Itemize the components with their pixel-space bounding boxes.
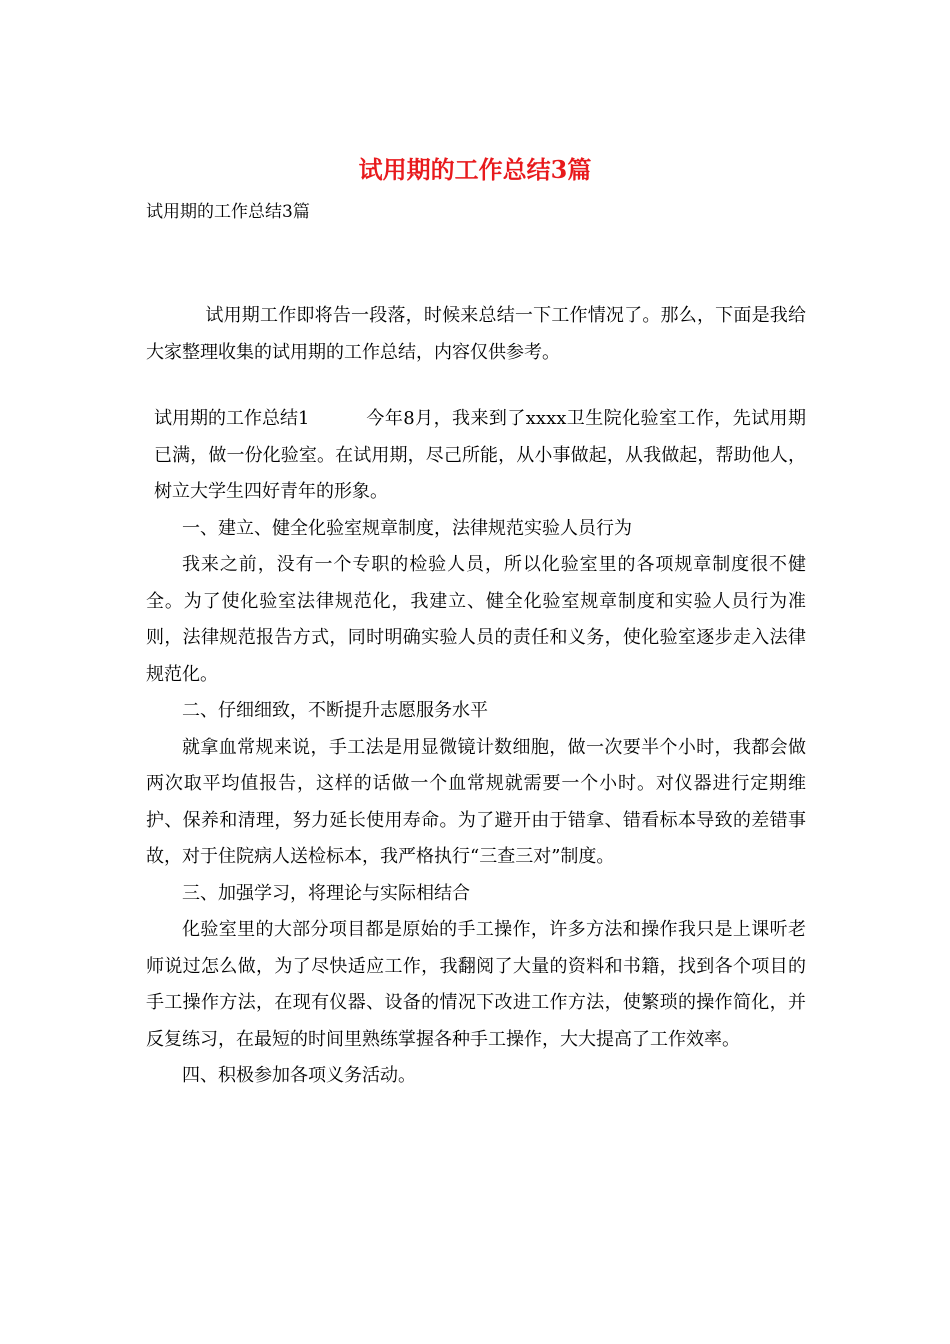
document-subtitle: 试用期的工作总结3篇 <box>146 202 310 222</box>
section1-text: 今年8月，我来到了xxxx卫生院化验室工作，先试用期已满，做一份化验室。在试用期，尽己所能，从小事做起，从我做起，帮助他人，树立大学生四好青年的形象。 <box>154 408 806 502</box>
heading-4: 四、积极参加各项义务活动。 <box>182 1065 416 1086</box>
paragraph-1: 我来之前，没有一个专职的检验人员，所以化验室里的各项规章制度很不健全。为了使化验室法律规范化，我建立、健全化验室规章制度和实验人员行为准则，法律规范报告方式，同时明确实验人员的责任和义务，使化验室逐步走入法律规范化。 <box>146 554 806 685</box>
heading-2: 二、仔细细致，不断提升志愿服务水平 <box>182 700 488 721</box>
section1-paragraph <box>146 401 806 511</box>
document-body <box>146 298 806 1095</box>
heading-3: 三、加强学习，将理论与实际相结合 <box>182 882 470 904</box>
paragraph-3: 化验室里的大部分项目都是原始的手工操作，许多方法和操作我只是上课听老师说过怎么做，为了尽快适应工作，我翻阅了大量的资料和书籍，找到各个项目的手工操作方法，在现有仪器、设备的情况下改进工作方法，使繁琐的操作简化，并反复练习，在最短的时间里熟练掌握各种手工操作，大大提高了工作效率。 <box>146 919 806 1050</box>
intro-paragraph: 试用期工作即将告一段落，时候来总结一下工作情况了。那么，下面是我给大家整理收集的试用期的工作总结，内容仅供参考。 <box>146 305 806 363</box>
heading-1: 一、建立、健全化验室规章制度，法律规范实验人员行为 <box>182 517 632 539</box>
paragraph-2: 就拿血常规来说，手工法是用显微镜计数细胞，做一次要半个小时，我都会做两次取平均值报告，这样的话做一个血常规就需要一个小时。对仪器进行定期维护、保养和清理，努力延长使用寿命。为了避开由于错拿、错看标本导致的差错事故，对于住院病人送检标本，我严格执行“三查三对”制度。 <box>146 736 806 867</box>
section1-label: 试用期的工作总结1 <box>154 408 310 429</box>
document-title: 试用期的工作总结3篇 <box>358 155 592 184</box>
